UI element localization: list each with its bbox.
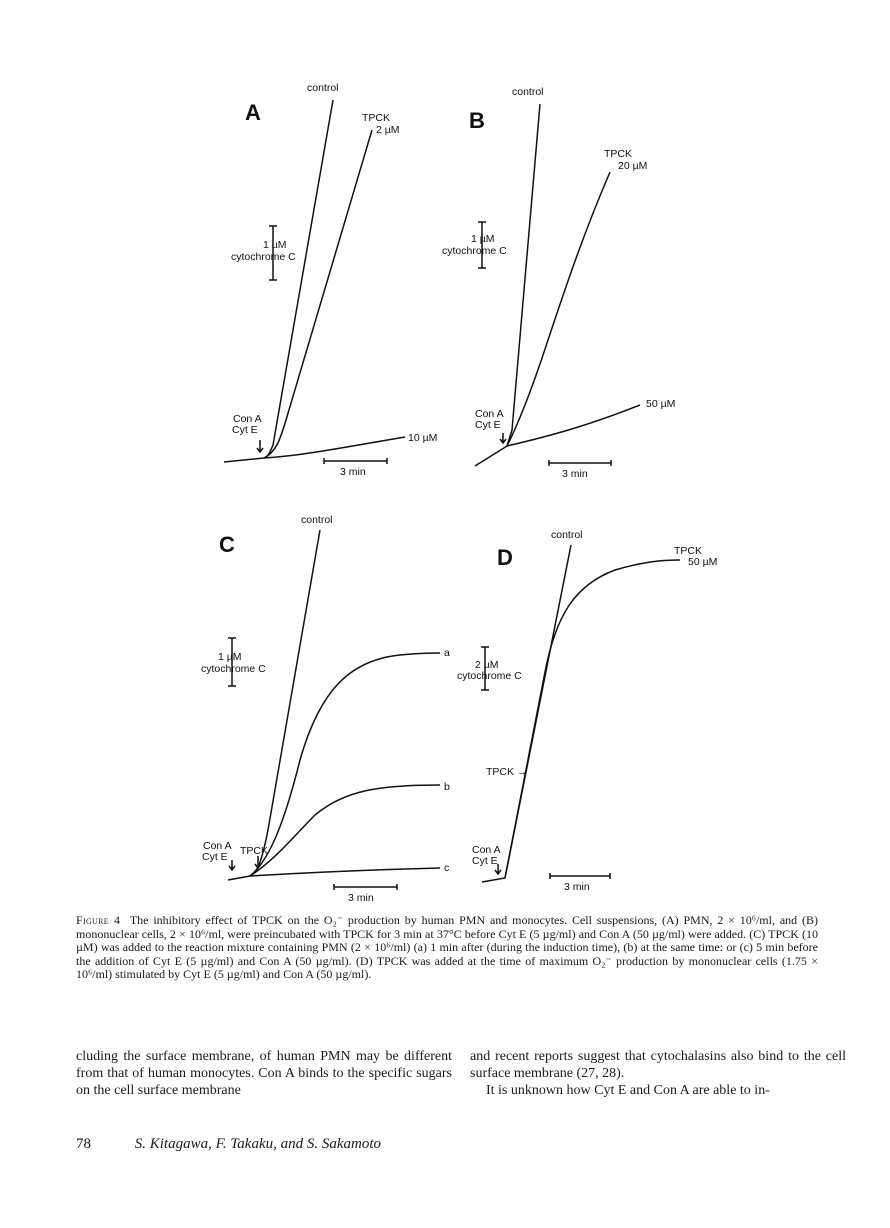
label-tpck: TPCK [674, 545, 703, 557]
label-cona: Con A [472, 844, 501, 856]
label-tpck: TPCK [240, 845, 269, 857]
label-tpck: TPCK [604, 148, 633, 160]
label-tpck-arrow: TPCK → [486, 766, 528, 778]
caption-text: The inhibitory effect of TPCK on the O₂⁻ production by human PMN and monocytes. Cell suspensions, (A) PMN, 2 × 10⁶/ml, and (B) mononuclear cells, 2 × 10⁶/ml, were preincubated with TPCK for 3 min at 37°C before Cyt E (5 µg/ml) and Con A (50 µg/ml) were added. (C) TPCK (10 µM) was added to the reaction mixture containing PMN (2 × 10⁶/ml) (a) 1 min after (during the induction time), (b) at the same time: or (c) 5 min before the addition of Cyt E (5 µg/ml) and Con A (50 µg/ml). (D) TPCK was added at the time of maximum O₂⁻ production by mononuclear cells (1.75 × 10⁶/ml) stimulated by Cyt E (5 µg/ml) and Con A (50 µg/ml). [76, 913, 818, 982]
label-end-conc: 50 µM [646, 398, 676, 410]
body-column-left [76, 1048, 452, 1099]
label-tpck: TPCK [362, 112, 391, 124]
label-scale-unit: cytochrome C [201, 663, 266, 675]
label-cona: Con A [233, 413, 262, 425]
label-control: control [512, 86, 544, 98]
label-time: 3 min [562, 468, 588, 480]
panel-label: D [497, 545, 513, 570]
label-scale-value: 1 µM [471, 233, 495, 245]
label-series-a: a [444, 647, 450, 659]
label-tpck-conc: 50 µM [688, 556, 718, 568]
body-paragraph: cluding the surface membrane, of human PMN may be different from that of human monocytes. Con A binds to the specific sugars on the cell surface membrane [76, 1049, 452, 1098]
page-footer [76, 1136, 381, 1153]
label-tpck-conc: 20 µM [618, 160, 648, 172]
label-cyte: Cyt E [202, 851, 228, 863]
label-cona: Con A [475, 408, 504, 420]
trace-tpck [505, 560, 680, 878]
panel-label: B [469, 108, 485, 133]
label-end-conc: 10 µM [408, 432, 438, 444]
label-control: control [301, 514, 333, 526]
label-control: control [551, 529, 583, 541]
label-time: 3 min [340, 466, 366, 478]
label-series-b: b [444, 781, 450, 793]
figure-caption [76, 914, 818, 982]
panel-label: C [219, 532, 235, 557]
label-scale-value: 1 µM [263, 239, 287, 251]
label-cyte: Cyt E [472, 855, 498, 867]
label-cyte: Cyt E [475, 419, 501, 431]
body-column-right [470, 1048, 846, 1099]
panel-label: A [245, 100, 261, 125]
label-scale-unit: cytochrome C [442, 245, 507, 257]
label-cona: Con A [203, 840, 232, 852]
label-control: control [307, 82, 339, 94]
figure-number: Figure 4 [76, 913, 121, 927]
label-scale-value: 1 µM [218, 651, 242, 663]
trace-control [482, 545, 571, 882]
label-tpck-conc: 2 µM [376, 124, 400, 136]
label-cyte: Cyt E [232, 424, 258, 436]
label-scale-unit: cytochrome C [457, 670, 522, 682]
label-scale-unit: cytochrome C [231, 251, 296, 263]
body-paragraph: and recent reports suggest that cytochalasins also bind to the cell surface membrane (27, 28). [470, 1049, 846, 1081]
page-number: 78 [76, 1136, 91, 1152]
running-authors: S. Kitagawa, F. Takaku, and S. Sakamoto [134, 1136, 382, 1152]
time-bar-d [550, 873, 610, 879]
label-series-c: c [444, 862, 450, 874]
label-time: 3 min [564, 881, 590, 893]
label-scale-value: 2 µM [475, 659, 499, 671]
body-paragraph: It is unknown how Cyt E and Con A are able to in- [486, 1083, 770, 1098]
label-time: 3 min [348, 892, 374, 904]
